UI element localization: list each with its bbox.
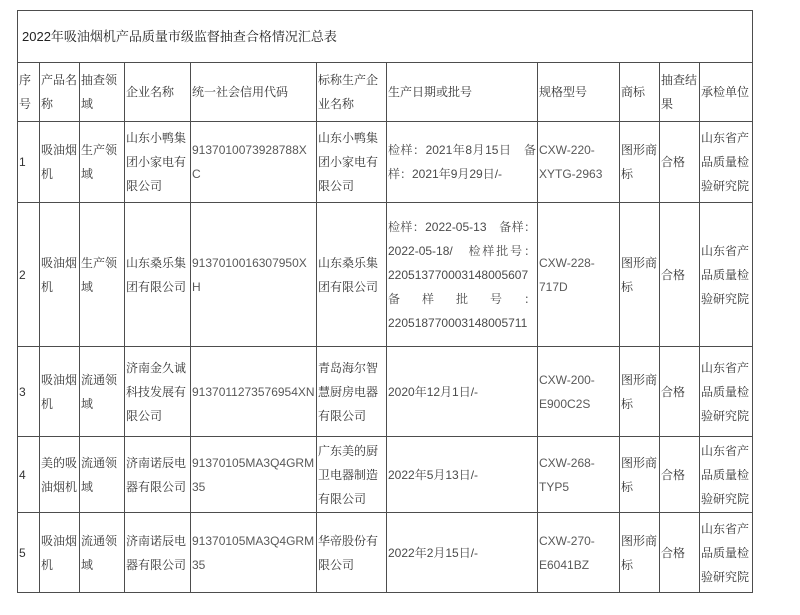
cell-serial: 4 <box>18 437 40 513</box>
title-row <box>18 11 753 63</box>
cell-inspection-field: 流通领域 <box>80 437 125 513</box>
cell-product-name: 美的吸油烟机 <box>40 437 80 513</box>
cell-inspection-agency: 山东省产品质量检验研究院 <box>700 513 753 593</box>
table-row-3 <box>18 347 753 437</box>
cell-producer-name: 青岛海尔智慧厨房电器有限公司 <box>317 347 387 437</box>
column-header-production-date: 生产日期或批号 <box>387 63 538 122</box>
cell-producer-name: 华帝股份有限公司 <box>317 513 387 593</box>
cell-product-name: 吸油烟机 <box>40 203 80 347</box>
table-header-row <box>18 63 753 122</box>
cell-serial: 5 <box>18 513 40 593</box>
cell-model: CXW-268-TYP5 <box>538 437 620 513</box>
cell-inspection-field: 流通领域 <box>80 347 125 437</box>
column-header-model: 规格型号 <box>538 63 620 122</box>
column-header-trademark: 商标 <box>620 63 660 122</box>
cell-serial: 3 <box>18 347 40 437</box>
inspection-summary-table <box>17 10 753 593</box>
cell-producer-name: 山东小鸭集团小家电有限公司 <box>317 122 387 203</box>
cell-result: 合格 <box>660 203 700 347</box>
cell-model: CXW-228-717D <box>538 203 620 347</box>
cell-producer-name: 广东美的厨卫电器制造有限公司 <box>317 437 387 513</box>
cell-product-name: 吸油烟机 <box>40 122 80 203</box>
column-header-inspection-field: 抽查领域 <box>80 63 125 122</box>
cell-model: CXW-220-XYTG-2963 <box>538 122 620 203</box>
cell-trademark: 图形商标 <box>620 203 660 347</box>
cell-enterprise-name: 济南金久诚科技发展有限公司 <box>125 347 191 437</box>
cell-product-name: 吸油烟机 <box>40 347 80 437</box>
page-title: 2022年吸油烟机产品质量市级监督抽查合格情况汇总表 <box>18 11 753 63</box>
cell-inspection-agency: 山东省产品质量检验研究院 <box>700 347 753 437</box>
table-row-1 <box>18 122 753 203</box>
cell-result: 合格 <box>660 122 700 203</box>
cell-production-date: 2020年12月1日/- <box>387 347 538 437</box>
column-header-credit-code: 统一社会信用代码 <box>191 63 317 122</box>
cell-credit-code: 9137010073928788XC <box>191 122 317 203</box>
cell-result: 合格 <box>660 437 700 513</box>
cell-result: 合格 <box>660 347 700 437</box>
column-header-inspection-agency: 承检单位 <box>700 63 753 122</box>
column-header-result: 抽查结果 <box>660 63 700 122</box>
cell-trademark: 图形商标 <box>620 122 660 203</box>
cell-credit-code: 9137010016307950XH <box>191 203 317 347</box>
cell-enterprise-name: 山东小鸭集团小家电有限公司 <box>125 122 191 203</box>
cell-serial: 2 <box>18 203 40 347</box>
cell-inspection-agency: 山东省产品质量检验研究院 <box>700 122 753 203</box>
cell-enterprise-name: 济南诺辰电器有限公司 <box>125 513 191 593</box>
table-row-5 <box>18 513 753 593</box>
cell-producer-name: 山东桑乐集团有限公司 <box>317 203 387 347</box>
cell-trademark: 图形商标 <box>620 347 660 437</box>
cell-inspection-field: 流通领域 <box>80 513 125 593</box>
cell-inspection-agency: 山东省产品质量检验研究院 <box>700 437 753 513</box>
cell-serial: 1 <box>18 122 40 203</box>
cell-enterprise-name: 山东桑乐集团有限公司 <box>125 203 191 347</box>
column-header-producer-name: 标称生产企业名称 <box>317 63 387 122</box>
cell-production-date: 检样：2022-05-13 备样：2022-05-18/ 检样批号：220513770003148005607 备样批号：220518770003148005711 <box>387 203 538 347</box>
table-row-2 <box>18 203 753 347</box>
cell-credit-code: 91370105MA3Q4GRM35 <box>191 513 317 593</box>
cell-credit-code: 9137011273576954XN <box>191 347 317 437</box>
cell-result: 合格 <box>660 513 700 593</box>
cell-trademark: 图形商标 <box>620 513 660 593</box>
column-header-serial: 序号 <box>18 63 40 122</box>
cell-production-date: 2022年2月15日/- <box>387 513 538 593</box>
cell-inspection-field: 生产领域 <box>80 203 125 347</box>
cell-credit-code: 91370105MA3Q4GRM35 <box>191 437 317 513</box>
cell-model: CXW-200-E900C2S <box>538 347 620 437</box>
column-header-enterprise-name: 企业名称 <box>125 63 191 122</box>
cell-production-date: 检样：2021年8月15日 备样：2021年9月29日/- <box>387 122 538 203</box>
cell-production-date: 2022年5月13日/- <box>387 437 538 513</box>
cell-product-name: 吸油烟机 <box>40 513 80 593</box>
column-header-product-name: 产品名称 <box>40 63 80 122</box>
cell-trademark: 图形商标 <box>620 437 660 513</box>
cell-inspection-field: 生产领域 <box>80 122 125 203</box>
cell-enterprise-name: 济南诺辰电器有限公司 <box>125 437 191 513</box>
table-row-4 <box>18 437 753 513</box>
cell-inspection-agency: 山东省产品质量检验研究院 <box>700 203 753 347</box>
cell-model: CXW-270-E6041BZ <box>538 513 620 593</box>
